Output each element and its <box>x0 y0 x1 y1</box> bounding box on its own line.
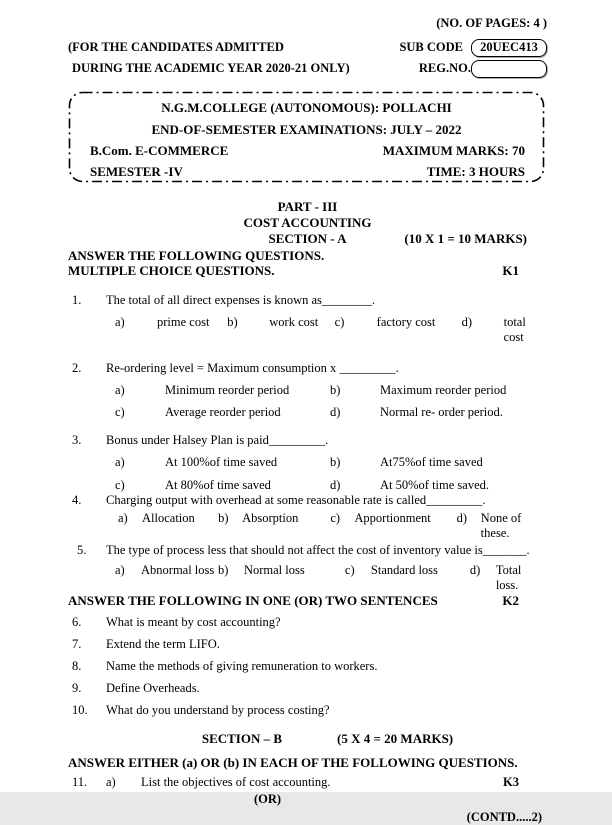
question-8-text: Name the methods of giving remuneration to workers. <box>106 659 378 673</box>
section-a-instruction: ANSWER THE FOLLOWING QUESTIONS. <box>68 248 325 263</box>
option-d: d) Total loss. <box>469 563 522 592</box>
question-10-number: 10. <box>72 703 88 717</box>
question-3-text: Bonus under Halsey Plan is paid_________. <box>106 433 329 447</box>
section-b-heading <box>68 731 547 747</box>
question-11-number: 11. <box>72 775 88 789</box>
mcq-instruction-line <box>68 263 547 278</box>
question-5-number: 5. <box>77 543 87 557</box>
sub-code-label: SUB CODE <box>399 40 463 54</box>
reg-no-row <box>399 58 547 79</box>
question-2-options-row-1 <box>115 383 547 398</box>
short-answer-heading: ANSWER THE FOLLOWING IN ONE (OR) TWO SENTENCES <box>68 593 438 608</box>
question-4-options <box>118 511 547 541</box>
option-c: c) At 80%of time saved <box>115 478 271 492</box>
question-10 <box>68 703 547 718</box>
question-10-text: What do you understand by process costing? <box>106 703 330 717</box>
option-c: c) factory cost <box>334 315 436 329</box>
question-4-number: 4. <box>72 493 82 507</box>
question-2-options-row-2 <box>115 405 547 420</box>
question-11a-text: List the objectives of cost accounting. <box>141 775 331 789</box>
question-9 <box>68 681 547 696</box>
sub-code-row <box>399 37 547 58</box>
or-separator: (OR) <box>253 792 282 806</box>
reg-no-box <box>471 60 547 78</box>
option-c: c) Average reorder period <box>115 405 281 419</box>
section-a-title: SECTION - A <box>268 231 347 246</box>
reg-no-label: REG.NO. <box>418 61 471 75</box>
option-a: a) Minimum reorder period <box>115 383 290 397</box>
question-6-number: 6. <box>72 615 82 629</box>
question-2 <box>68 361 547 376</box>
section-b-marks: (5 X 4 = 20 MARKS) <box>337 731 454 746</box>
question-7 <box>68 637 547 652</box>
question-2-text: Re-ordering level = Maximum consumption x _________. <box>106 361 399 375</box>
option-d: d) Normal re- order period. <box>330 405 503 419</box>
exam-time: TIME: 3 HOURS <box>426 164 525 179</box>
question-9-text: Define Overheads. <box>106 681 200 695</box>
question-1-number: 1. <box>72 293 82 307</box>
part-title: PART - III <box>277 199 338 214</box>
option-d: d) total cost <box>461 315 526 344</box>
maximum-marks: MAXIMUM MARKS: 70 <box>382 143 525 158</box>
question-6 <box>68 615 547 630</box>
question-11a-label: a) <box>106 775 116 789</box>
question-7-text: Extend the term LIFO. <box>106 637 220 651</box>
question-1 <box>68 293 547 308</box>
short-answer-heading-line <box>68 593 547 608</box>
code-regno-block <box>399 37 547 79</box>
question-3 <box>68 433 547 448</box>
question-5 <box>68 543 547 558</box>
sub-code-box: 20UEC413 <box>471 39 547 57</box>
section-b-title: SECTION – B <box>201 731 283 746</box>
section-b-instruction: ANSWER EITHER (a) OR (b) IN EACH OF THE FOLLOWING QUESTIONS. <box>68 755 518 770</box>
option-b: b) At75%of time saved <box>330 455 483 469</box>
no-of-pages: (NO. OF PAGES: 4 ) <box>436 16 547 30</box>
question-3-number: 3. <box>72 433 82 447</box>
question-3-options-row-2 <box>115 478 547 493</box>
admitted-line-2: DURING THE ACADEMIC YEAR 2020-21 ONLY) <box>72 61 350 75</box>
question-1-text: The total of all direct expenses is known as________. <box>106 293 376 307</box>
k3-level-badge: K3 <box>503 775 519 789</box>
admitted-line-1: (FOR THE CANDIDATES ADMITTED <box>68 40 284 54</box>
question-2-number: 2. <box>72 361 82 375</box>
question-9-number: 9. <box>72 681 82 695</box>
question-7-number: 7. <box>72 637 82 651</box>
exam-header-box <box>68 91 545 183</box>
mcq-instruction: MULTIPLE CHOICE QUESTIONS. <box>68 263 275 278</box>
course-name: B.Com. E-COMMERCE <box>90 143 229 158</box>
option-a: a) Allocation <box>118 511 195 525</box>
option-b: b) Absorption <box>218 511 299 525</box>
k2-level-badge: K2 <box>502 593 519 608</box>
option-c: c) Standard loss <box>344 563 438 577</box>
option-a: a) At 100%of time saved <box>115 455 278 469</box>
option-a: a) prime cost <box>115 315 210 329</box>
subject-title: COST ACCOUNTING <box>243 214 372 230</box>
question-4-text: Charging output with overhead at some reasonable rate is called_________. <box>106 493 486 507</box>
option-b: b) work cost <box>227 315 319 329</box>
exam-title: END-OF-SEMESTER EXAMINATIONS: JULY – 2022 <box>151 122 462 137</box>
section-a-marks: (10 X 1 = 10 MARKS) <box>404 231 527 246</box>
section-a-heading <box>68 231 547 246</box>
option-c: c) Apportionment <box>330 511 431 525</box>
question-3-options-row-1 <box>115 455 547 470</box>
question-5-options <box>115 563 547 593</box>
course-marks-row <box>68 142 545 160</box>
k1-level-badge: K1 <box>502 263 519 278</box>
question-5-text: The type of process less that should not affect the cost of inventory value is_______. <box>106 543 530 557</box>
option-b: b) Maximum reorder period <box>330 383 507 397</box>
option-d: d) At 50%of time saved. <box>330 478 490 492</box>
contd-note: (CONTD.....2) <box>466 810 542 824</box>
question-8-number: 8. <box>72 659 82 673</box>
question-8 <box>68 659 547 674</box>
question-4 <box>68 493 547 508</box>
top-header <box>68 37 547 79</box>
question-11 <box>68 775 547 790</box>
option-b: b) Normal loss <box>217 563 305 577</box>
college-name: N.G.M.COLLEGE (AUTONOMOUS): POLLACHI <box>161 100 452 115</box>
candidates-admitted-note <box>68 37 350 79</box>
question-1-options <box>115 315 547 345</box>
semester-time-row <box>68 163 545 181</box>
question-6-text: What is meant by cost accounting? <box>106 615 281 629</box>
semester: SEMESTER -IV <box>90 164 183 179</box>
option-a: a) Abnormal loss <box>115 563 215 577</box>
option-d: d) None of these. <box>456 511 522 540</box>
